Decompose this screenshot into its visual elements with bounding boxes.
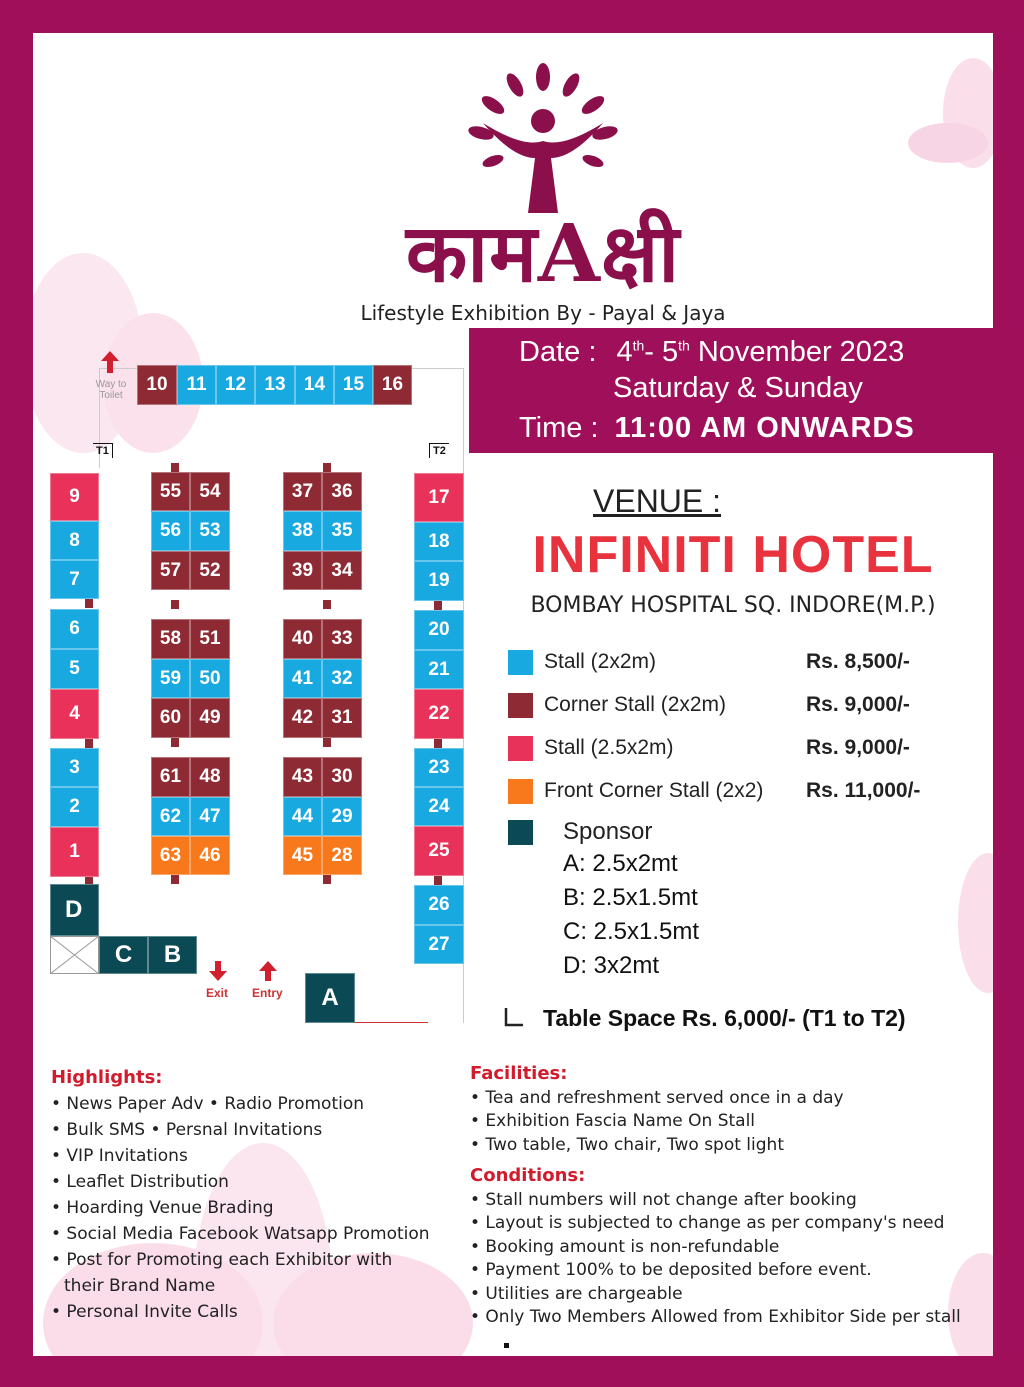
table-space-note: Table Space Rs. 6,000/- (T1 to T2) bbox=[543, 1005, 906, 1031]
lotus-decoration-right-mid bbox=[938, 843, 993, 1003]
stall-21[interactable]: 21 bbox=[414, 650, 464, 689]
stall-2[interactable]: 2 bbox=[50, 787, 99, 827]
footer-dot bbox=[504, 1343, 509, 1348]
stall-34[interactable]: 34 bbox=[322, 551, 362, 590]
stall-38[interactable]: 38 bbox=[283, 511, 322, 551]
stall-44[interactable]: 44 bbox=[283, 797, 322, 836]
stall-connector bbox=[323, 875, 331, 884]
stall-17[interactable]: 17 bbox=[414, 473, 464, 522]
sponsor-item: D: 3x2mt bbox=[563, 952, 660, 979]
sponsor-stall-c[interactable]: C bbox=[99, 936, 148, 974]
highlight-item: • Post for Promoting each Exhibitor with bbox=[51, 1250, 393, 1270]
event-days: Saturday & Sunday bbox=[613, 372, 863, 404]
facilities-title: Facilities: bbox=[470, 1063, 568, 1084]
venue-name: INFINITI HOTEL bbox=[532, 526, 934, 584]
stall-61[interactable]: 61 bbox=[151, 757, 190, 797]
date-sep: - 5 bbox=[644, 336, 679, 368]
stall-39[interactable]: 39 bbox=[283, 551, 322, 590]
stall-52[interactable]: 52 bbox=[190, 551, 230, 590]
entry-label: Entry bbox=[252, 986, 283, 1000]
legend-price: Rs. 9,000/- bbox=[806, 736, 910, 759]
condition-item: • Stall numbers will not change after booking bbox=[470, 1190, 857, 1210]
highlights-title: Highlights: bbox=[51, 1067, 163, 1088]
stall-54[interactable]: 54 bbox=[190, 472, 230, 511]
sponsor-item: B: 2.5x1.5mt bbox=[563, 884, 698, 911]
time-label: Time : bbox=[519, 412, 599, 444]
stall-connector bbox=[171, 463, 179, 472]
t1-marker: T1 bbox=[93, 443, 113, 458]
legend-swatch-corner bbox=[508, 693, 533, 718]
stall-29[interactable]: 29 bbox=[322, 797, 362, 836]
highlight-item: • VIP Invitations bbox=[51, 1146, 188, 1166]
stall-7[interactable]: 7 bbox=[50, 560, 99, 599]
way-to-toilet-line1: Way to bbox=[95, 379, 127, 390]
legend-price: Rs. 9,000/- bbox=[806, 693, 910, 716]
stall-23[interactable]: 23 bbox=[414, 748, 464, 787]
legend-label: Stall (2.5x2m) bbox=[544, 736, 674, 759]
stall-4[interactable]: 4 bbox=[50, 689, 99, 739]
sponsor-label: Sponsor bbox=[563, 818, 653, 845]
stall-connector bbox=[85, 599, 93, 608]
highlight-item: • Hoarding Venue Brading bbox=[51, 1198, 274, 1218]
stall-26[interactable]: 26 bbox=[414, 885, 464, 925]
stall-51[interactable]: 51 bbox=[190, 619, 230, 659]
up-arrow-icon bbox=[101, 351, 119, 373]
date-label: Date : bbox=[519, 336, 597, 368]
date-rest: November 2023 bbox=[689, 336, 905, 368]
stall-connector bbox=[434, 739, 442, 748]
condition-item: • Layout is subjected to change as per company's need bbox=[470, 1213, 945, 1233]
stall-22[interactable]: 22 bbox=[414, 689, 464, 739]
stall-41[interactable]: 41 bbox=[283, 659, 322, 698]
way-to-toilet-label bbox=[88, 379, 134, 401]
stall-12[interactable]: 12 bbox=[216, 365, 255, 405]
facility-item: • Exhibition Fascia Name On Stall bbox=[470, 1111, 756, 1131]
stall-27[interactable]: 27 bbox=[414, 925, 464, 964]
stall-42[interactable]: 42 bbox=[283, 698, 322, 738]
sponsor-stall-a[interactable]: A bbox=[305, 973, 355, 1023]
lotus-decoration-bottom-right bbox=[933, 1233, 993, 1356]
sponsor-item: C: 2.5x1.5mt bbox=[563, 918, 700, 945]
date-time-box bbox=[469, 328, 993, 453]
stall-16[interactable]: 16 bbox=[373, 365, 412, 405]
stall-connector bbox=[323, 738, 331, 747]
stall-56[interactable]: 56 bbox=[151, 511, 190, 551]
condition-item: • Booking amount is non-refundable bbox=[470, 1237, 780, 1257]
legend-price: Rs. 8,500/- bbox=[806, 650, 910, 673]
floor-map bbox=[33, 33, 473, 1033]
stall-8[interactable]: 8 bbox=[50, 521, 99, 560]
dancer-emblem-icon bbox=[463, 63, 623, 223]
stall-60[interactable]: 60 bbox=[151, 698, 190, 738]
table-space-bracket-icon bbox=[503, 1008, 525, 1028]
stall-24[interactable]: 24 bbox=[414, 787, 464, 826]
condition-item: • Only Two Members Allowed from Exhibitor Side per stall bbox=[470, 1307, 961, 1327]
stall-48[interactable]: 48 bbox=[190, 757, 230, 797]
stall-46[interactable]: 46 bbox=[190, 836, 230, 875]
stall-connector bbox=[171, 875, 179, 884]
stall-3[interactable]: 3 bbox=[50, 748, 99, 787]
exit-label: Exit bbox=[206, 986, 229, 1000]
date-line bbox=[519, 336, 904, 369]
stall-32[interactable]: 32 bbox=[322, 659, 362, 698]
facility-item: • Two table, Two chair, Two spot light bbox=[470, 1135, 784, 1155]
highlight-item: their Brand Name bbox=[64, 1276, 216, 1296]
stall-30[interactable]: 30 bbox=[322, 757, 362, 797]
stall-55[interactable]: 55 bbox=[151, 472, 190, 511]
stall-35[interactable]: 35 bbox=[322, 511, 362, 551]
stall-connector bbox=[171, 738, 179, 747]
entry-arrow-icon bbox=[259, 961, 277, 981]
stall-53[interactable]: 53 bbox=[190, 511, 230, 551]
date-sup1: th bbox=[632, 337, 645, 354]
stall-58[interactable]: 58 bbox=[151, 619, 190, 659]
highlight-item: • Personal Invite Calls bbox=[51, 1302, 238, 1322]
brand-subtitle: Lifestyle Exhibition By - Payal & Jaya bbox=[360, 301, 726, 325]
highlight-item: • Bulk SMS • Persnal Invitations bbox=[51, 1120, 323, 1140]
stall-connector bbox=[434, 876, 442, 885]
stall-59[interactable]: 59 bbox=[151, 659, 190, 698]
stall-50[interactable]: 50 bbox=[190, 659, 230, 698]
stall-13[interactable]: 13 bbox=[255, 365, 295, 405]
sponsor-stall-d[interactable]: D bbox=[50, 884, 99, 936]
legend-label: Stall (2x2m) bbox=[544, 650, 657, 673]
stall-18[interactable]: 18 bbox=[414, 522, 464, 561]
legend-label: Front Corner Stall (2x2) bbox=[544, 779, 764, 802]
exit-arrow-icon bbox=[209, 961, 227, 981]
condition-item: • Utilities are chargeable bbox=[470, 1284, 683, 1304]
condition-item: • Payment 100% to be deposited before event. bbox=[470, 1260, 872, 1280]
t2-marker: T2 bbox=[429, 443, 449, 458]
stall-9[interactable]: 9 bbox=[50, 473, 99, 521]
stall-62[interactable]: 62 bbox=[151, 797, 190, 836]
date-day1: 4 bbox=[616, 336, 633, 368]
stall-47[interactable]: 47 bbox=[190, 797, 230, 836]
stall-11[interactable]: 11 bbox=[177, 365, 216, 405]
stall-49[interactable]: 49 bbox=[190, 698, 230, 738]
time-line bbox=[519, 412, 915, 445]
stall-connector bbox=[171, 600, 179, 609]
facility-item: • Tea and refreshment served once in a day bbox=[470, 1088, 844, 1108]
stall-63[interactable]: 63 bbox=[151, 836, 190, 875]
sponsor-item: A: 2.5x2mt bbox=[563, 850, 678, 877]
stall-1[interactable]: 1 bbox=[50, 827, 99, 877]
legend-price: Rs. 11,000/- bbox=[806, 779, 921, 802]
stall-14[interactable]: 14 bbox=[295, 365, 334, 405]
legend-swatch-orange bbox=[508, 779, 533, 804]
stall-57[interactable]: 57 bbox=[151, 551, 190, 590]
time-value: 11:00 AM ONWARDS bbox=[614, 412, 915, 444]
stall-10[interactable]: 10 bbox=[137, 365, 177, 405]
stall-5[interactable]: 5 bbox=[50, 649, 99, 689]
venue-address: BOMBAY HOSPITAL SQ. INDORE(M.P.) bbox=[530, 593, 936, 618]
map-boundary-bottom bbox=[353, 1022, 428, 1023]
empty-space-cross-icon bbox=[50, 936, 99, 974]
conditions-title: Conditions: bbox=[470, 1165, 586, 1186]
highlight-item: • Leaflet Distribution bbox=[51, 1172, 229, 1192]
stall-31[interactable]: 31 bbox=[322, 698, 362, 738]
stall-40[interactable]: 40 bbox=[283, 619, 322, 659]
legend-swatch-pink bbox=[508, 736, 533, 761]
way-to-toilet-line2: Toilet bbox=[99, 390, 123, 401]
highlight-item: • Social Media Facebook Watsapp Promotion bbox=[51, 1224, 430, 1244]
stall-43[interactable]: 43 bbox=[283, 757, 322, 797]
stall-connector bbox=[323, 600, 331, 609]
legend-label: Corner Stall (2x2m) bbox=[544, 693, 727, 716]
stall-connector bbox=[85, 739, 93, 748]
highlight-item: • News Paper Adv • Radio Promotion bbox=[51, 1094, 365, 1114]
stall-15[interactable]: 15 bbox=[334, 365, 373, 405]
stall-connector bbox=[434, 601, 442, 610]
brand-title: कामAक्षी bbox=[405, 206, 681, 300]
sponsor-stall-b[interactable]: B bbox=[148, 936, 197, 974]
lotus-decoration-top-right bbox=[903, 53, 993, 193]
date-sup2: th bbox=[678, 337, 690, 354]
stall-37[interactable]: 37 bbox=[283, 472, 322, 511]
stall-45[interactable]: 45 bbox=[283, 836, 322, 875]
legend-swatch-blue bbox=[508, 650, 533, 675]
poster-page bbox=[33, 33, 993, 1356]
stall-connector bbox=[323, 463, 331, 472]
venue-heading: VENUE : bbox=[593, 483, 722, 519]
stall-36[interactable]: 36 bbox=[322, 472, 362, 511]
stall-20[interactable]: 20 bbox=[414, 610, 464, 650]
stall-25[interactable]: 25 bbox=[414, 826, 464, 876]
stall-28[interactable]: 28 bbox=[322, 836, 362, 875]
legend-swatch-teal bbox=[508, 820, 533, 845]
stall-33[interactable]: 33 bbox=[322, 619, 362, 659]
stall-19[interactable]: 19 bbox=[414, 561, 464, 601]
stall-6[interactable]: 6 bbox=[50, 609, 99, 649]
